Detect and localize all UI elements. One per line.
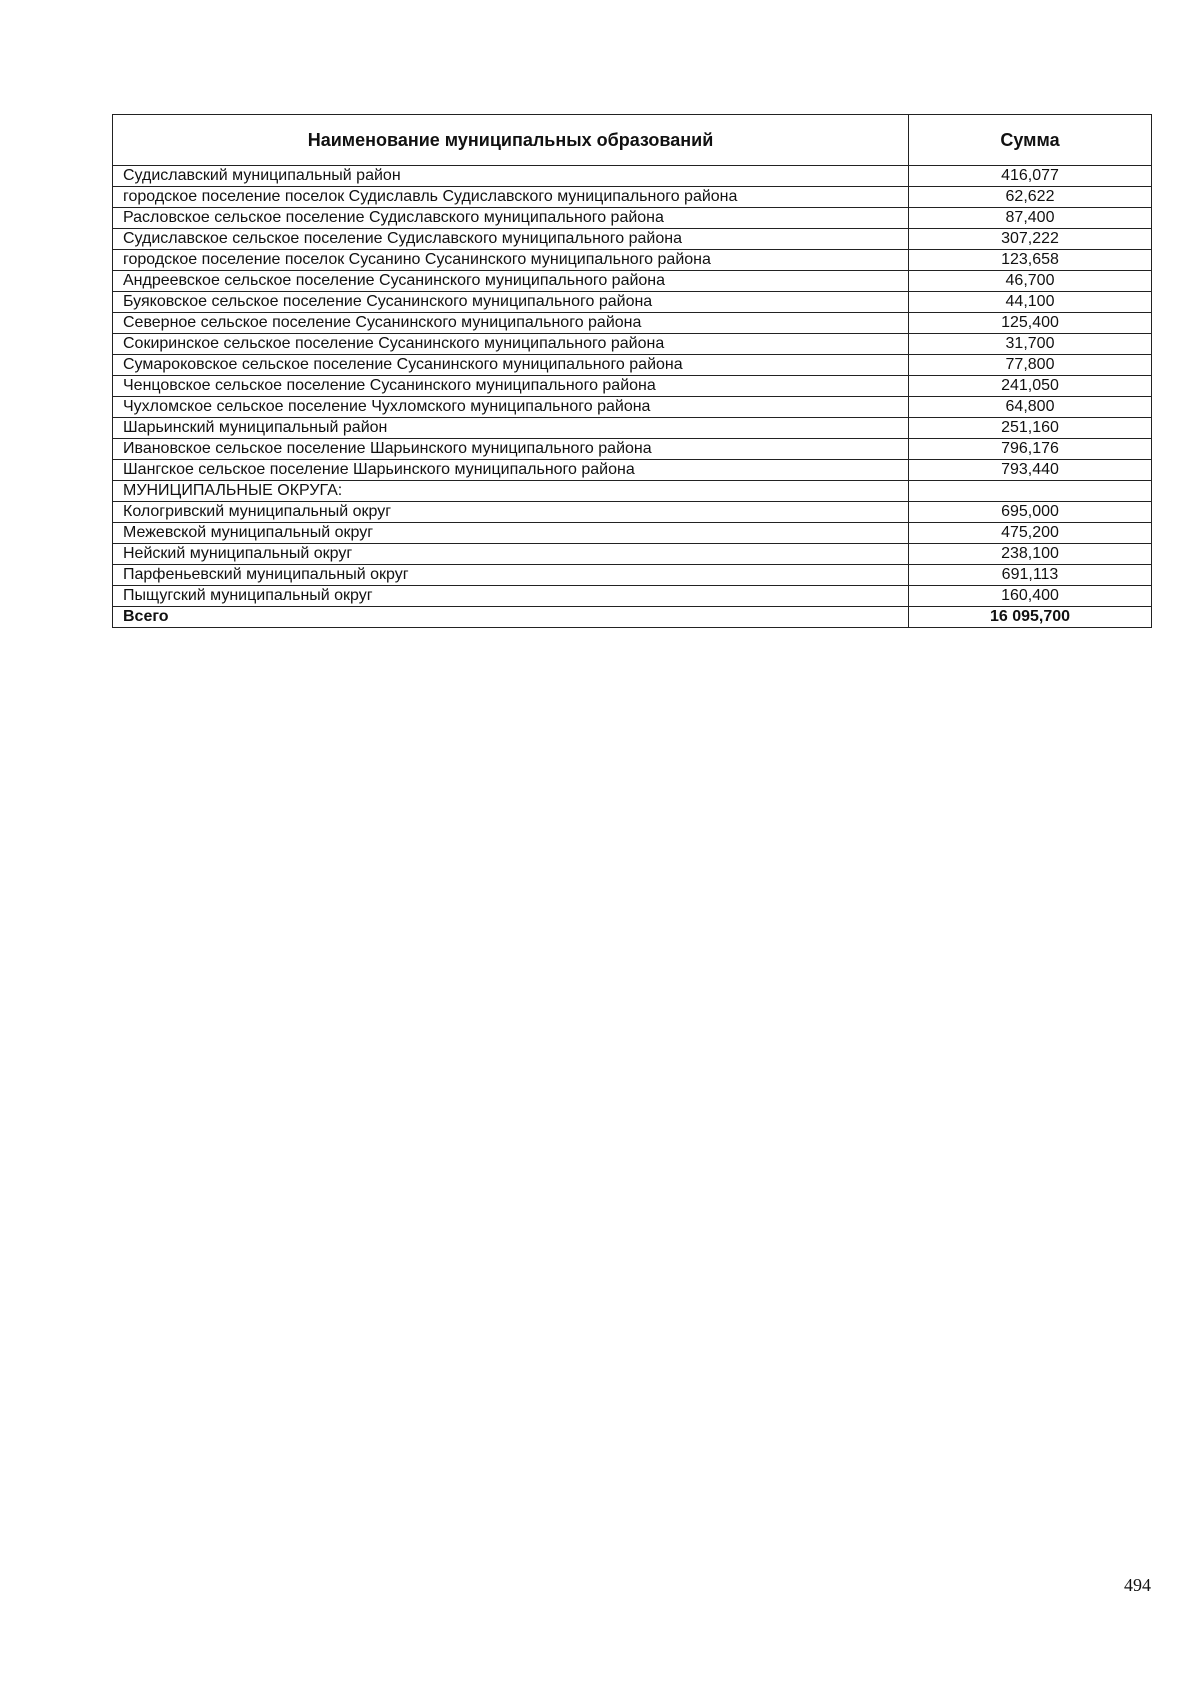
table-row (113, 313, 1152, 334)
row-name: Сумароковское сельское поселение Сусанинского муниципального района (113, 355, 909, 376)
header-name: Наименование муниципальных образований (113, 115, 909, 166)
row-name: Северное сельское поселение Сусанинского муниципального района (113, 313, 909, 334)
row-name: Судиславский муниципальный район (113, 166, 909, 187)
row-name: Судиславское сельское поселение Судиславского муниципального района (113, 229, 909, 250)
row-amount: 123,658 (909, 250, 1152, 271)
table-row (113, 166, 1152, 187)
table-row (113, 208, 1152, 229)
row-name: Кологривский муниципальный округ (113, 502, 909, 523)
table-row (113, 187, 1152, 208)
allocation-table (112, 114, 1152, 628)
row-amount: 416,077 (909, 166, 1152, 187)
table-row (113, 460, 1152, 481)
row-name: Межевской муниципальный округ (113, 523, 909, 544)
row-amount: 160,400 (909, 586, 1152, 607)
row-amount: 64,800 (909, 397, 1152, 418)
row-amount: 251,160 (909, 418, 1152, 439)
row-amount: 46,700 (909, 271, 1152, 292)
table-row (113, 271, 1152, 292)
table-row (113, 229, 1152, 250)
table-row (113, 544, 1152, 565)
table-row (113, 292, 1152, 313)
row-name: городское поселение поселок Судиславль Судиславского муниципального района (113, 187, 909, 208)
row-amount: 796,176 (909, 439, 1152, 460)
row-name: Нейский муниципальный округ (113, 544, 909, 565)
row-amount (909, 481, 1152, 502)
table-total-row (113, 607, 1152, 628)
table-body (113, 166, 1152, 607)
row-amount: 241,050 (909, 376, 1152, 397)
row-amount: 691,113 (909, 565, 1152, 586)
row-amount: 62,622 (909, 187, 1152, 208)
row-name: Шарьинский муниципальный район (113, 418, 909, 439)
row-name: Парфеньевский муниципальный округ (113, 565, 909, 586)
table-row (113, 523, 1152, 544)
row-name: Сокиринское сельское поселение Сусанинского муниципального района (113, 334, 909, 355)
table-row (113, 334, 1152, 355)
row-name: Ченцовское сельское поселение Сусанинского муниципального района (113, 376, 909, 397)
row-amount: 695,000 (909, 502, 1152, 523)
row-amount: 793,440 (909, 460, 1152, 481)
row-amount: 238,100 (909, 544, 1152, 565)
row-name: Буяковское сельское поселение Сусанинского муниципального района (113, 292, 909, 313)
table-row (113, 397, 1152, 418)
table-header-row (113, 115, 1152, 166)
row-amount: 77,800 (909, 355, 1152, 376)
table-row (113, 565, 1152, 586)
row-name: Пыщугский муниципальный округ (113, 586, 909, 607)
row-amount: 87,400 (909, 208, 1152, 229)
row-name: Шангское сельское поселение Шарьинского муниципального района (113, 460, 909, 481)
total-label: Всего (113, 607, 909, 628)
row-name: Ивановское сельское поселение Шарьинского муниципального района (113, 439, 909, 460)
row-amount: 307,222 (909, 229, 1152, 250)
row-amount: 125,400 (909, 313, 1152, 334)
table-row (113, 250, 1152, 271)
table-row (113, 418, 1152, 439)
row-name: городское поселение поселок Сусанино Сусанинского муниципального района (113, 250, 909, 271)
table-row (113, 586, 1152, 607)
table-row (113, 502, 1152, 523)
row-name: Чухломское сельское поселение Чухломского муниципального района (113, 397, 909, 418)
row-name: Расловское сельское поселение Судиславского муниципального района (113, 208, 909, 229)
row-name: Андреевское сельское поселение Сусанинского муниципального района (113, 271, 909, 292)
header-amount: Сумма (909, 115, 1152, 166)
total-amount: 16 095,700 (909, 607, 1152, 628)
row-amount: 475,200 (909, 523, 1152, 544)
table-row (113, 481, 1152, 502)
row-amount: 31,700 (909, 334, 1152, 355)
table-row (113, 355, 1152, 376)
row-amount: 44,100 (909, 292, 1152, 313)
table-row (113, 376, 1152, 397)
table-row (113, 439, 1152, 460)
row-name: МУНИЦИПАЛЬНЫЕ ОКРУГА: (113, 481, 909, 502)
page-number: 494 (1124, 1575, 1151, 1595)
